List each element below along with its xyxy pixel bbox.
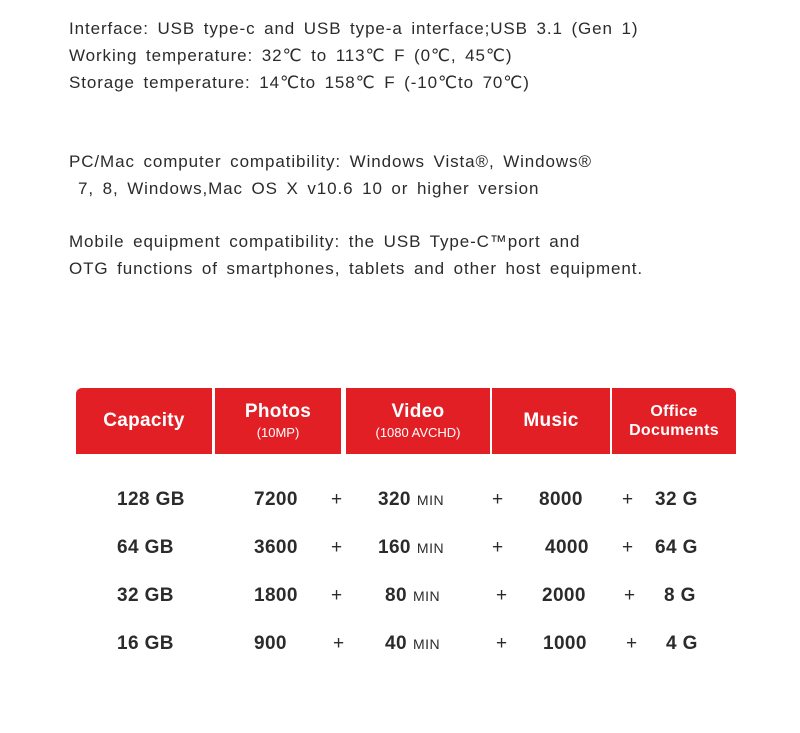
row-photos: 7200 [254, 489, 298, 510]
row-music: 2000 [542, 585, 586, 606]
header-office-label-line-2: Documents [629, 422, 719, 439]
row-video [378, 480, 444, 520]
row-capacity: 64 GB [117, 537, 174, 558]
plus-sign: + [492, 537, 504, 558]
row-office: 32 G [655, 489, 698, 510]
row-video-value: 40 [385, 633, 407, 654]
header-video [346, 388, 490, 454]
plus-sign: + [626, 633, 638, 654]
row-video-unit: MIN [412, 588, 441, 604]
mobile-compatibility-block [69, 228, 643, 282]
row-office: 64 G [655, 537, 698, 558]
plus-sign: + [622, 489, 634, 510]
row-video [385, 576, 440, 616]
plus-sign: + [622, 537, 634, 558]
table-row [0, 624, 800, 664]
header-music-label: Music [523, 410, 579, 431]
row-photos: 1800 [254, 585, 298, 606]
row-video [378, 528, 444, 568]
interface-spec-block [69, 15, 638, 96]
plus-sign: + [331, 489, 343, 510]
pc-compatibility-line-2: 7, 8, Windows,Mac OS X v10.6 10 or higher version [78, 179, 540, 198]
row-office: 8 G [664, 585, 696, 606]
header-video-label: Video [391, 401, 445, 422]
plus-sign: + [331, 585, 343, 606]
interface-spec: Interface: USB type-c and USB type-a interface;USB 3.1 (Gen 1) [69, 19, 639, 38]
table-row [0, 576, 800, 616]
header-capacity-label: Capacity [103, 410, 185, 431]
header-music [492, 388, 610, 454]
storage-temperature-spec: Storage temperature: 14℃to 158℃ F (-10℃to 70℃) [69, 73, 530, 92]
header-office-label-line-1: Office [650, 403, 698, 420]
row-photos: 3600 [254, 537, 298, 558]
working-temperature-spec: Working temperature: 32℃ to 113℃ F (0℃, 45℃) [69, 46, 513, 65]
header-photos [215, 388, 341, 454]
header-photos-sublabel: (10MP) [256, 425, 300, 440]
row-photos: 900 [254, 633, 287, 654]
header-office-documents [612, 388, 736, 454]
pc-compatibility-block [69, 148, 592, 202]
header-video-sublabel: (1080 AVCHD) [375, 425, 461, 440]
row-video-value: 80 [385, 585, 407, 606]
row-capacity: 128 GB [117, 489, 185, 510]
row-music: 1000 [543, 633, 587, 654]
plus-sign: + [333, 633, 345, 654]
plus-sign: + [496, 633, 508, 654]
pc-compatibility-line-1: PC/Mac computer compatibility: Windows Vista®, Windows® [69, 152, 592, 171]
mobile-compatibility-line-2: OTG functions of smartphones, tablets and other host equipment. [69, 259, 643, 278]
mobile-compatibility-line-1: Mobile equipment compatibility: the USB Type-C™port and [69, 232, 581, 251]
row-video-unit: MIN [412, 636, 441, 652]
row-video-value: 320 [378, 489, 411, 510]
plus-sign: + [496, 585, 508, 606]
row-video-unit: MIN [416, 492, 445, 508]
row-video [385, 624, 440, 664]
plus-sign: + [492, 489, 504, 510]
plus-sign: + [331, 537, 343, 558]
row-music: 4000 [545, 537, 589, 558]
row-video-unit: MIN [416, 540, 445, 556]
header-capacity [76, 388, 212, 454]
row-video-value: 160 [378, 537, 411, 558]
row-capacity: 32 GB [117, 585, 174, 606]
table-row [0, 480, 800, 520]
plus-sign: + [624, 585, 636, 606]
row-office: 4 G [666, 633, 698, 654]
table-row [0, 528, 800, 568]
row-capacity: 16 GB [117, 633, 174, 654]
capacity-table-header [76, 388, 736, 454]
row-music: 8000 [539, 489, 583, 510]
header-photos-label: Photos [244, 401, 312, 422]
